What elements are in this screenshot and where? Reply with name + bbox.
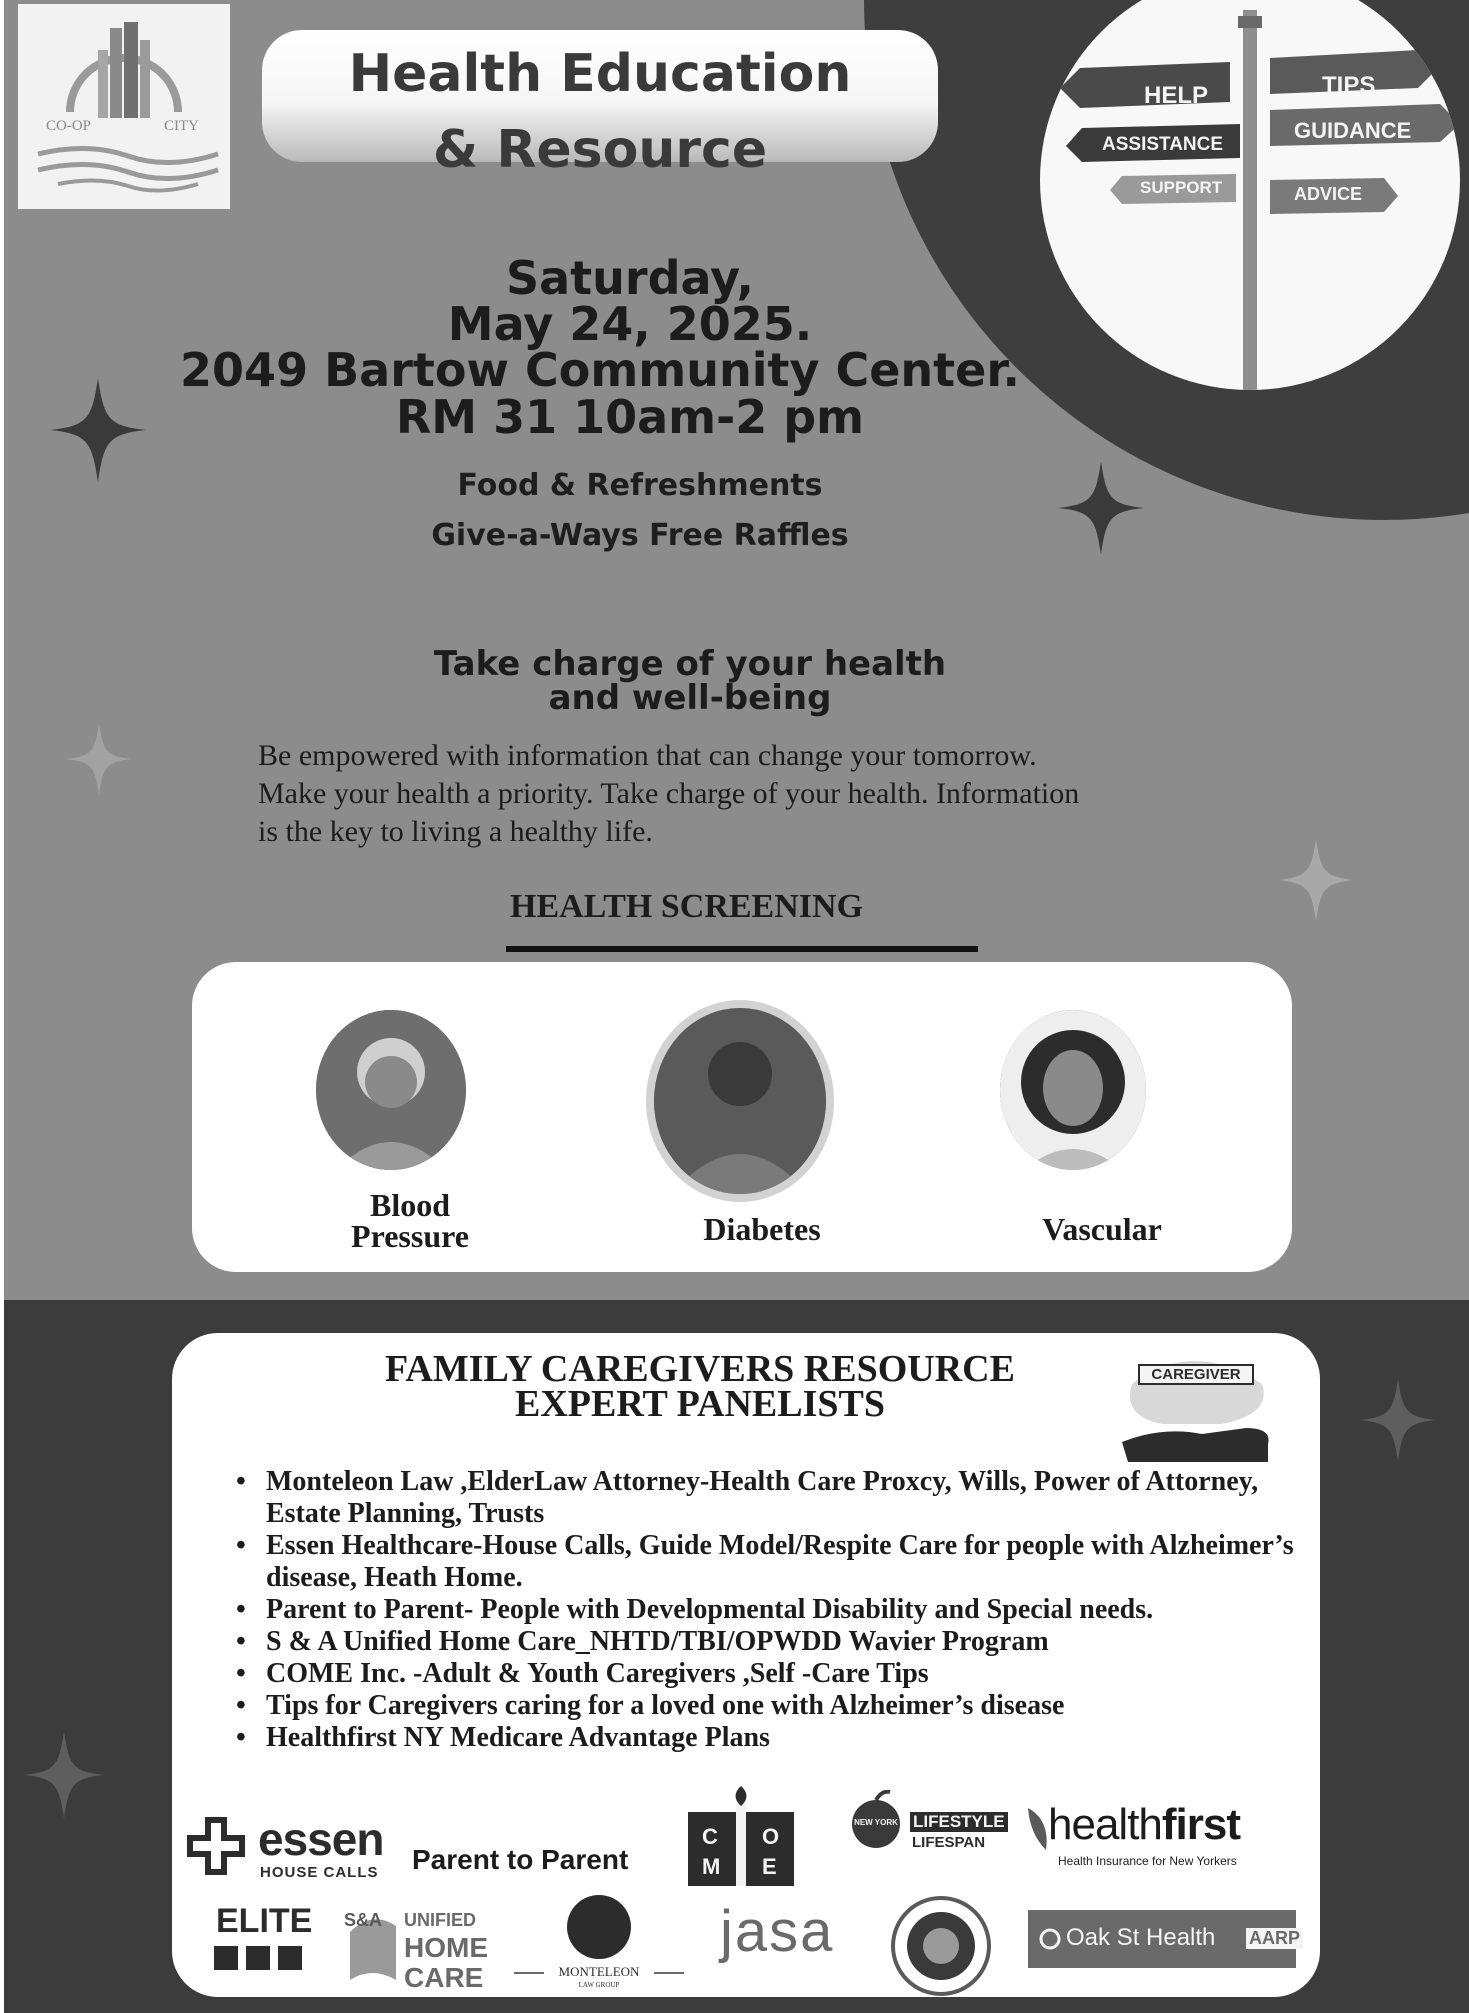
sparkle-star-icon xyxy=(1058,460,1144,556)
co-op-city-skyline-icon xyxy=(18,4,230,209)
healthfirst-health: health xyxy=(1048,1800,1162,1849)
giveaways: Give-a-Ways Free Raffles xyxy=(431,518,849,553)
sponsor-community-seal-logo xyxy=(888,1896,994,1996)
panelist-list xyxy=(230,1466,1300,1754)
medical-cross-icon xyxy=(186,1816,246,1876)
intro-body-line-1: Be empowered with information that can change your tomorrow. xyxy=(258,739,1037,772)
list-item: • Tips for Caregivers caring for a loved one with Alzheimer’s disease xyxy=(230,1690,1300,1722)
screening-label-vascular: Vascular xyxy=(1042,1211,1162,1247)
ny-badge-text: NEW YORK xyxy=(854,1818,898,1827)
intro-heading-line-2: and well-being xyxy=(548,678,832,718)
health-screening-heading: HEALTH SCREENING xyxy=(510,888,864,925)
intro-body-line-3: is the key to living a healthy life. xyxy=(258,815,653,848)
sponsor-elite-logo xyxy=(212,1902,312,1982)
elite-squares-icon xyxy=(212,1944,304,1972)
intro-body xyxy=(258,737,1238,851)
list-item: • Healthfirst NY Medicare Advantage Plans xyxy=(230,1722,1300,1754)
caregiver-icon-label: CAREGIVER xyxy=(1138,1364,1254,1385)
logo-co-op-text: CO-OP xyxy=(46,118,92,134)
title-line-2: & Resource xyxy=(432,120,768,180)
monteleon-seal-icon xyxy=(564,1894,634,1960)
sign-assistance: ASSISTANCE xyxy=(1102,134,1224,155)
food-refreshments: Food & Refreshments xyxy=(457,468,823,503)
sign-guidance: GUIDANCE xyxy=(1294,118,1412,143)
elite-wordmark: ELITE xyxy=(216,1902,313,1940)
community-seal-icon xyxy=(888,1896,994,1996)
person-photo-icon xyxy=(654,1008,826,1194)
event-location: 2049 Bartow Community Center. xyxy=(180,343,1020,397)
sparkle-star-icon xyxy=(24,1730,104,1820)
sponsor-oak-street-logo xyxy=(1028,1910,1301,1968)
sponsor-parent-to-parent: Parent to Parent xyxy=(412,1844,629,1875)
healthfirst-first: first xyxy=(1161,1800,1241,1849)
screening-label-diabetes: Diabetes xyxy=(703,1211,821,1247)
caregiver-hand-icon xyxy=(1122,1344,1272,1462)
heading-underline xyxy=(506,946,978,952)
person-photo-icon xyxy=(1000,1010,1146,1170)
sign-tips: TIPS xyxy=(1322,72,1376,99)
sign-help: HELP xyxy=(1144,82,1209,109)
come-letter-m: M xyxy=(702,1854,721,1879)
sparkle-star-icon xyxy=(1360,1378,1436,1462)
sign-support: SUPPORT xyxy=(1140,178,1223,197)
divider xyxy=(654,1972,684,1974)
co-op-city-logo xyxy=(18,4,230,209)
lifespan-text: LIFESPAN xyxy=(912,1834,986,1851)
come-letter-e: E xyxy=(762,1854,777,1879)
sponsor-sa-unified-logo xyxy=(344,1904,488,1994)
sparkle-star-icon xyxy=(66,722,132,796)
avatar-blood-pressure xyxy=(316,1010,466,1170)
sa-text: S&A xyxy=(344,1910,383,1930)
list-item: • Essen Healthcare-House Calls, Guide Model/Respite Care for people with Alzheimer’s disease, Heath Home. xyxy=(230,1530,1300,1594)
healthfirst-wordmark xyxy=(1048,1800,1240,1850)
oak-street-wordmark: Oak St Health xyxy=(1066,1924,1216,1951)
sparkle-star-icon xyxy=(50,378,146,482)
sign-advice: ADVICE xyxy=(1294,184,1363,204)
caregivers-heading-line-1: FAMILY CAREGIVERS RESOURCE xyxy=(385,1348,1015,1390)
blood-pressure-line-2: Pressure xyxy=(351,1218,469,1254)
essen-wordmark: essen xyxy=(258,1813,384,1865)
oak-circle-icon xyxy=(1038,1927,1062,1951)
monteleon-wordmark: MONTELEON xyxy=(558,1964,640,1979)
intro-heading-line-1: Take charge of your health xyxy=(433,644,947,684)
monteleon-subtitle: LAW GROUP xyxy=(578,1981,620,1989)
healthfirst-subtitle: Health Insurance for New Yorkers xyxy=(1058,1854,1237,1868)
list-item: • S & A Unified Home Care_NHTD/TBI/OPWDD Wavier Program xyxy=(230,1626,1300,1658)
sponsor-healthfirst-logo xyxy=(1024,1800,1284,1876)
sponsor-come-logo xyxy=(688,1786,794,1886)
logo-city-text: CITY xyxy=(164,118,199,134)
title-line-1: Health Education xyxy=(348,44,852,104)
event-date: May 24, 2025. xyxy=(447,297,813,351)
come-letter-c: C xyxy=(702,1824,718,1849)
screening-label-blood-pressure xyxy=(300,1187,520,1254)
avatar-diabetes xyxy=(646,1000,834,1202)
sparkle-star-icon xyxy=(1278,838,1354,922)
sponsor-monteleon-logo xyxy=(514,1894,684,1994)
avatar-vascular xyxy=(1000,1010,1146,1170)
sponsor-essen-logo xyxy=(186,1812,396,1882)
caregivers-heading-line-2: EXPERT PANELISTS xyxy=(515,1383,885,1425)
divider xyxy=(514,1972,544,1974)
home-text: HOME xyxy=(404,1932,488,1963)
care-text: CARE xyxy=(404,1962,484,1993)
person-photo-icon xyxy=(316,1010,466,1170)
event-day: Saturday, xyxy=(505,251,755,305)
aarp-badge: AARP xyxy=(1246,1928,1303,1949)
intro-body-line-2: Make your health a priority. Take charge of your health. Information xyxy=(258,777,1080,810)
list-item: • COME Inc. -Adult & Youth Caregivers ,Self -Care Tips xyxy=(230,1658,1300,1690)
lifestyle-text: LIFESTYLE xyxy=(910,1812,1008,1832)
list-item: • Parent to Parent- People with Developmental Disability and Special needs. xyxy=(230,1594,1300,1626)
event-room-time: RM 31 10am-2 pm xyxy=(395,390,865,444)
unified-text: UNIFIED xyxy=(404,1910,476,1930)
essen-subtitle: HOUSE CALLS xyxy=(260,1864,379,1881)
come-letter-o: O xyxy=(762,1824,780,1849)
blood-pressure-line-1: Blood xyxy=(369,1187,451,1223)
sponsor-ny-lifestyle-logo xyxy=(848,1790,1008,1860)
sponsor-jasa-logo: jasa xyxy=(720,1899,835,1964)
list-item: • Monteleon Law ,ElderLaw Attorney-Health Care Proxcy, Wills, Power of Attorney, Estate Planning, Trusts xyxy=(230,1466,1300,1530)
caregiver-icon xyxy=(1122,1344,1272,1462)
